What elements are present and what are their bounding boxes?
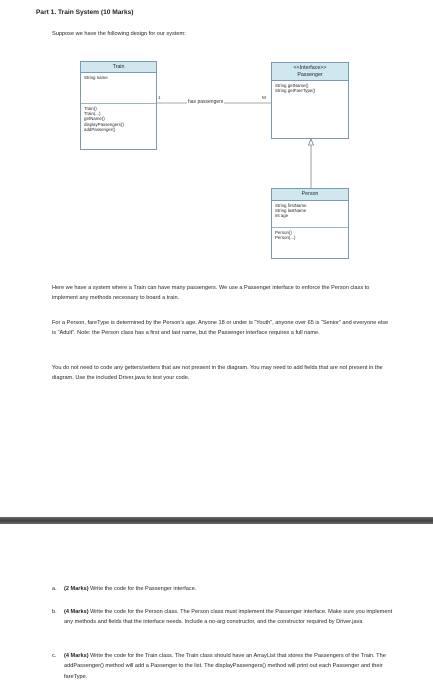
person-attributes: [272, 201, 348, 228]
multiplicity-source: 1: [158, 95, 161, 100]
section-heading: Part 1. Train System (10 Marks): [36, 9, 134, 16]
train-method: addPassenger(): [84, 127, 116, 133]
passenger-interface-name: Passenger: [297, 71, 323, 78]
uml-class-person: [271, 188, 349, 259]
person-class-name: Person: [272, 189, 348, 201]
question-body: [64, 651, 397, 682]
question-text: Write the code for the Passenger interface.: [90, 586, 197, 592]
paragraph-fare-type: For a Person, fareType is determined by the Person’s age. Anyone 18 or under is “Youth”, anyone over 65 is “Senior” and everyone else is “Adult”. Note: the Person class has a first and last name, but the Passenger interface requires a full name.: [52, 320, 389, 336]
train-method: Train(): [84, 105, 97, 111]
page-separator: [0, 517, 433, 524]
train-method: displayPassengers(): [84, 121, 124, 127]
person-method: Person(): [275, 229, 292, 235]
person-method: Person(...): [275, 234, 296, 240]
realization-arrowhead: [309, 139, 314, 145]
passenger-method: String getName(): [275, 83, 309, 88]
question-text: Write the code for the Person class. The Person class must implement the Passenger interface. Make sure you implement any methods and fields that the interface needs. Include a no-arg constructor, and the constructor required by Driver.java: [64, 609, 393, 626]
question-body: [64, 584, 397, 594]
passenger-stereotype: <<Interface>>: [293, 65, 327, 71]
passenger-interface-header: [272, 63, 348, 81]
train-class-name: Train: [81, 62, 156, 73]
multiplicity-target: M: [262, 95, 266, 100]
person-attribute: String firstName: [275, 202, 307, 208]
passenger-methods: [272, 81, 348, 96]
person-attribute: String lastName: [275, 207, 307, 213]
question-marker: c.: [52, 653, 57, 659]
question-marks: (2 Marks): [64, 586, 89, 592]
question-body: [64, 607, 397, 628]
question-marker: a.: [52, 586, 57, 592]
paragraph-instructions: You do not need to code any getters/setters that are not present in the diagram. You may need to add fields that are not present in the diagram. Use the included Driver.java to test your code.: [52, 365, 383, 381]
association-label: has passengers: [188, 99, 224, 105]
question-marks: (4 Marks): [64, 609, 89, 615]
question-c: [52, 651, 397, 682]
uml-class-train: [80, 61, 157, 150]
intro-text: Suppose we have the following design for our system:: [52, 31, 186, 37]
uml-interface-passenger: [271, 62, 349, 139]
train-attributes: [81, 73, 156, 104]
person-methods: [272, 228, 348, 243]
question-marks: (4 Marks): [64, 653, 89, 659]
passenger-method: String getFareType(): [275, 88, 316, 94]
question-marker: b.: [52, 609, 57, 615]
question-b: [52, 607, 397, 628]
paragraph-system-description: Here we have a system where a Train can have many passengers. We use a Passenger interface to enforce the Person class to implement any methods necessary to board a train.: [52, 285, 370, 301]
person-attribute: int age: [275, 213, 289, 219]
train-method: Train(...): [84, 110, 101, 116]
train-methods: [81, 104, 156, 135]
question-text: Write the code for the Train class. The Train class should have an ArrayList that stores the Passengers of the Train. The addPassenger() method will add a Passenger to the list. The displayPassengers() method will print out each Passenger and their fareType.: [64, 653, 386, 680]
question-a: [52, 584, 397, 594]
train-method: getName(): [84, 116, 105, 122]
train-attribute: String name: [84, 74, 108, 80]
